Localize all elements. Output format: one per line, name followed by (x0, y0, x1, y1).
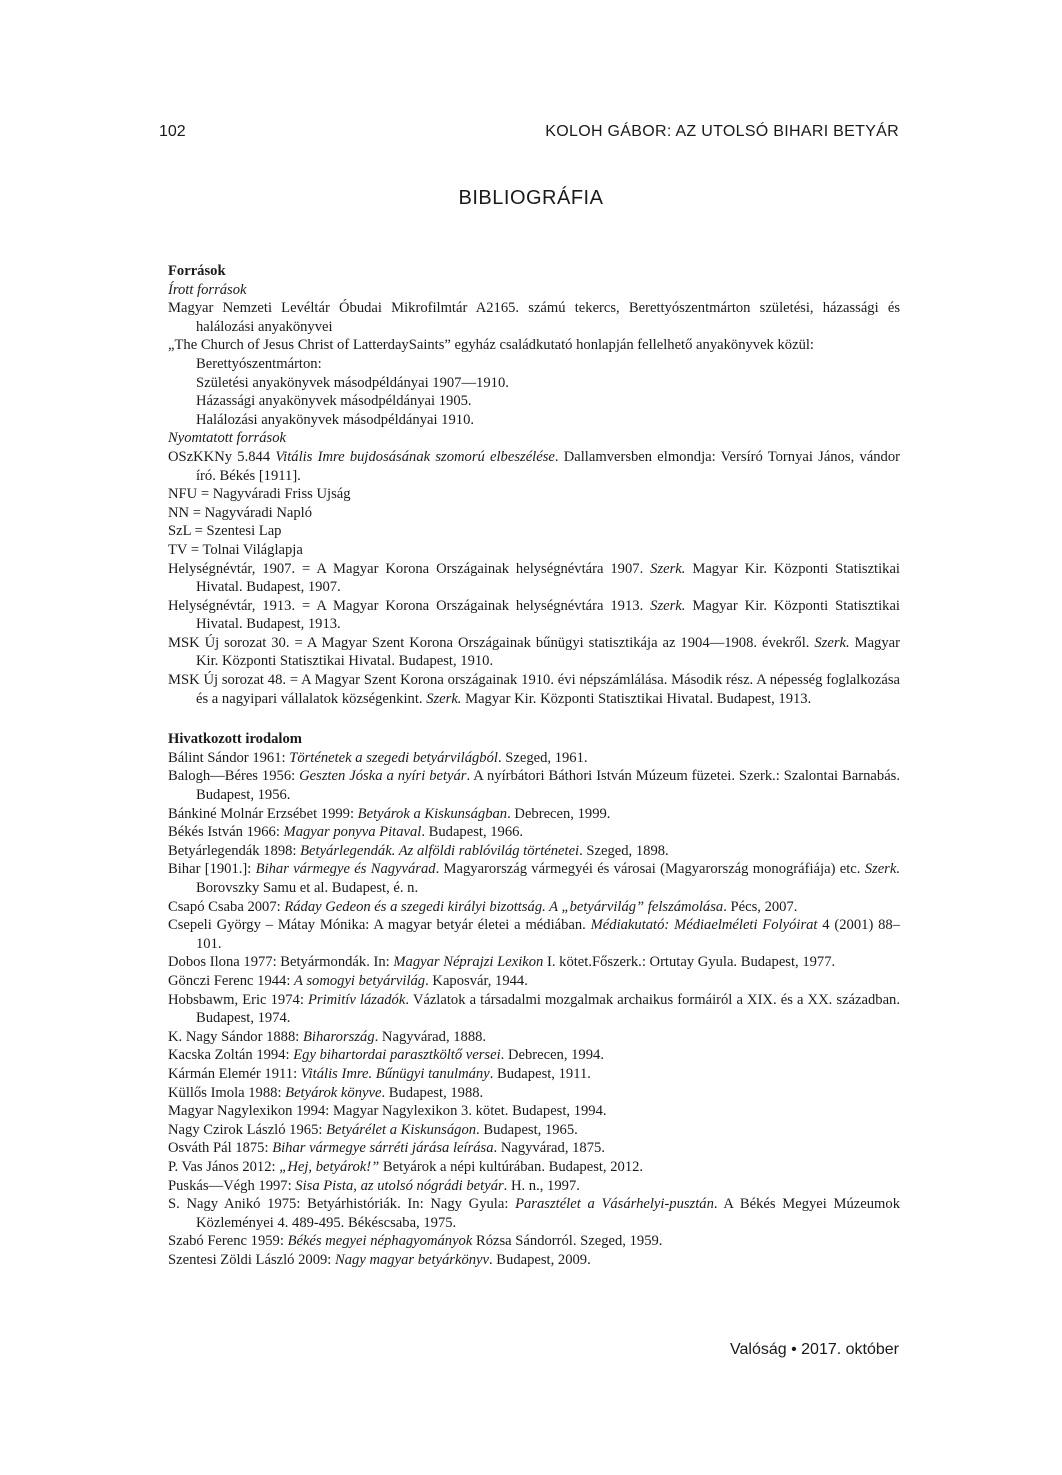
bib-entry-title: Szerk. (650, 560, 686, 577)
bib-entry-text: . Nagyvárad, 1875. (493, 1140, 605, 1157)
bib-entry-text: . A nyírbátori Báthori István Múzeum füzetei. Szerk.: Szalontai Barnabás. Budapest, 1956. (196, 768, 900, 804)
bib-entry-text: Betyárlegendák 1898: (168, 842, 301, 859)
bib-entry-text: . Magyarország vármegyéi és városai (Magyarország monográfiája) etc. (435, 861, 865, 878)
bib-entry-text: OSzKKNy 5.844 (168, 448, 276, 465)
bib-entry-text: Dobos Ilona 1977: Betyármondák. In: (168, 954, 394, 971)
bib-entry-text: . Vázlatok a társadalmi mozgalmak archaikus formáiról a XIX. és a XX. században. Budapest, 1974. (196, 991, 900, 1027)
bib-entry-text: Borovszky Samu et al. Budapest, é. n. (196, 880, 419, 896)
bib-entry-text: Bánkiné Molnár Erzsébet 1999: (168, 805, 358, 822)
bib-entry-title: Sisa Pista, az utolsó nógrádi betyár (295, 1177, 504, 1194)
bib-entry (168, 671, 900, 708)
bib-entry (168, 522, 900, 541)
bib-entry-text: Kacska Zoltán 1994: (168, 1047, 294, 1064)
bib-entry-text: Bálint Sándor 1961: (168, 749, 290, 766)
bib-entry-text: Csepeli György – Mátay Mónika: A magyar betyár életei a médiában. (168, 917, 591, 934)
bib-entry-text: Balogh—Béres 1956: (168, 768, 300, 785)
bib-entry-title: Vitális Imre. Bűnügyi tanulmány (300, 1065, 490, 1082)
page-title: BIBLIOGRÁFIA (458, 187, 604, 209)
bib-entry-title: Magyar ponyva Pitaval (283, 824, 422, 841)
bib-entry (168, 916, 900, 953)
bib-entry (168, 860, 900, 897)
bib-entry-text: Békés István 1966: (168, 824, 284, 841)
bib-entry-title: Szerk. (864, 861, 900, 878)
bib-entry (168, 1065, 900, 1084)
subsection-heading-written: Írott források (168, 281, 247, 298)
bib-entry-title: A somogyi betyárvilág (294, 972, 426, 989)
bib-entry-text: MSK Új sorozat 48. = A Magyar Szent Korona országainak 1910. évi népszámlálása. Második rész. A népesség foglalkozása és a nagyipari vállalatok községenkint. (168, 672, 900, 707)
bib-entry-text: Magyar Kir. Központi Statisztikai Hivatal. Budapest, 1913. (461, 690, 812, 707)
bib-entry (168, 953, 900, 972)
bib-entry-text: Nagy Czirok László 1965: (168, 1121, 327, 1138)
bib-entry-text: . H. n., 1997. (503, 1177, 580, 1194)
bib-entry (168, 560, 900, 597)
bib-entry-text: Szabó Ferenc 1959: (168, 1233, 288, 1250)
literature-list (168, 749, 900, 1270)
bib-entry-text: Küllős Imola 1988: (168, 1084, 286, 1101)
bib-entry-title: Betyárélet a Kiskunságon (326, 1121, 477, 1138)
bib-entry-text: NN = Nagyváradi Napló (168, 504, 312, 521)
bib-entry-title: Ráday Gedeon és a szegedi királyi bizottság. A „betyárvilág” felszámolása (284, 898, 724, 915)
bib-entry (168, 805, 900, 824)
bib-entry-text: TV = Tolnai Világlapja (168, 541, 303, 558)
bib-entry-title: Szerk. (650, 597, 686, 614)
bib-entry-text: Gönczi Ferenc 1944: (168, 972, 295, 989)
bib-entry-title: Egy bihartordai parasztköltő versei (293, 1047, 501, 1064)
bib-entry: Magyar Nemzeti Levéltár Óbudai Mikrofilmtár A2165. számú tekercs, Berettyószentmárton születési, házassági és halálozási anyakönyvei (168, 300, 900, 335)
bib-entry-title: Magyar Néprajzi Lexikon (393, 954, 544, 971)
bib-entry-text: Magyar Nagylexikon 1994: Magyar Nagylexikon 3. kötet. Budapest, 1994. (168, 1103, 607, 1120)
bib-entry-text: . Budapest, 2009. (489, 1251, 591, 1268)
bib-entry (168, 1084, 900, 1103)
subsection-heading-printed: Nyomtatott források (168, 430, 286, 447)
bib-entry (168, 448, 900, 485)
bib-entry (168, 823, 900, 842)
bib-entry-text: S. Nagy Anikó 1975: Betyárhistóriák. In: Nagy Gyula: (168, 1196, 516, 1213)
bib-entry-text: . Budapest, 1966. (421, 824, 524, 841)
bib-entry-text: . Dallamversben elmondja: Versíró Tornyai János, vándor író. Békés [1911]. (196, 448, 900, 484)
bib-entry (168, 842, 900, 861)
bib-entry-title: Betyárok könyve (285, 1084, 382, 1101)
bib-entry-text: SzL = Szentesi Lap (168, 523, 282, 540)
bib-entry-text: NFU = Nagyváradi Friss Ujság (168, 486, 351, 503)
bib-entry-text: Betyárok a népi kultúrában. Budapest, 2012. (379, 1158, 644, 1175)
bib-entry-text: . Debrecen, 1994. (500, 1047, 604, 1064)
bib-entry-text: Kármán Elemér 1911: (168, 1065, 301, 1082)
bib-entry-text: . Budapest, 1965. (476, 1121, 578, 1138)
bib-entry (168, 1139, 900, 1158)
bib-entry (168, 1251, 900, 1270)
bib-entry-text: . Debrecen, 1999. (507, 805, 611, 822)
section-heading-literature: Hivatkozott irodalom (168, 731, 302, 748)
bib-entry: „The Church of Jesus Christ of LatterdaySaints” egyház családkutató honlapján fellelhető anyakönyvek közül: (168, 337, 814, 354)
bib-entry-text: . Szeged, 1898. (579, 842, 669, 859)
bib-entry-title: Betyárlegendák. Az alföldi rablóvilág történetei (300, 842, 580, 859)
bib-entry-title: Békés megyei néphagyományok (287, 1233, 473, 1250)
section-heading-sources: Források (168, 263, 226, 279)
bib-entry-title: Történetek a szegedi betyárvilágból (289, 749, 498, 766)
bib-entry-text: Szentesi Zöldi László 2009: (168, 1251, 335, 1268)
bib-entry-title: Parasztélet a Vásárhelyi-pusztán (515, 1196, 714, 1213)
bib-entry-title: Bihar vármegye sárréti járása leírása (272, 1140, 494, 1157)
bib-entry (168, 1046, 900, 1065)
bib-entry-text: Osváth Pál 1875: (168, 1140, 273, 1157)
bib-entry (168, 1177, 900, 1196)
bib-entry (168, 1028, 900, 1047)
bib-entry-text: P. Vas János 2012: (168, 1158, 280, 1175)
written-sources-list (168, 299, 900, 429)
bib-entry-title: Biharország (302, 1028, 375, 1045)
bib-entry-text: Helységnévtár, 1907. = A Magyar Korona Országainak helységnévtára 1907. (168, 560, 651, 577)
bib-entry-text: Magyar Kir. Központi Statisztikai Hivatal. Budapest, 1910. (196, 634, 900, 670)
page-number: 102 (159, 123, 186, 140)
bib-entry-title: Médiakutató: Médiaelméleti Folyóirat (590, 917, 818, 934)
bib-entry-text: . A Békés Megyei Múzeumok Közleményei 4. 489-495. Békéscsaba, 1975. (196, 1196, 900, 1231)
bib-entry (168, 1158, 900, 1177)
bib-entry-text: . Kaposvár, 1944. (425, 972, 528, 989)
bib-entry (168, 972, 900, 991)
bib-entry (168, 1195, 900, 1232)
printed-sources-list (168, 448, 900, 708)
bib-entry-text: . Pécs, 2007. (723, 898, 798, 915)
bib-entry-title: Betyárok a Kiskunságban (357, 805, 508, 822)
bib-entry (168, 1102, 900, 1121)
bib-entry-title: „Hej, betyárok!” (279, 1158, 380, 1175)
bib-entry-text: Magyar Kir. Központi Statisztikai Hivatal. Budapest, 1907. (196, 560, 900, 596)
bib-entry-text: . Budapest, 1911. (489, 1065, 591, 1082)
bib-entry-text: Hobsbawm, Eric 1974: (168, 991, 308, 1008)
bib-entry-text: Puskás—Végh 1997: (168, 1177, 296, 1194)
bib-entry (168, 898, 900, 917)
bib-entry-title: Nagy magyar betyárkönyv (335, 1251, 489, 1268)
bib-subentry: Születési anyakönyvek másodpéldányai 1907—1910. (196, 374, 509, 391)
bib-entry (168, 597, 900, 634)
bib-entry-title: Primitív lázadók (307, 991, 406, 1008)
bib-entry-text: . Szeged, 1961. (497, 749, 588, 766)
bib-subentry: Házassági anyakönyvek másodpéldányai 1905. (196, 393, 472, 410)
bib-entry (168, 485, 900, 504)
bib-entry-text: K. Nagy Sándor 1888: (168, 1028, 303, 1045)
running-head: KOLOH GÁBOR: AZ UTOLSÓ BIHARI BETYÁR (545, 123, 899, 140)
bibliography-body (168, 262, 900, 1269)
footer-issue: Valóság • 2017. október (730, 1341, 899, 1358)
bib-entry-text: Helységnévtár, 1913. = A Magyar Korona Országainak helységnévtára 1913. (168, 597, 651, 614)
bib-entry-text: . Nagyvárad, 1888. (374, 1028, 487, 1045)
bib-entry-text: MSK Új sorozat 30. = A Magyar Szent Korona Országainak bűnügyi statisztikája az 1904—1908. évekről. (168, 634, 815, 651)
bib-entry (168, 504, 900, 523)
bib-entry-text: I. kötet.Főszerk.: Ortutay Gyula. Budapest, 1977. (543, 954, 836, 971)
bib-entry-text: 4 (2001) 88–101. (196, 917, 901, 952)
bib-entry-text: Magyar Kir. Központi Statisztikai Hivatal. Budapest, 1913. (196, 597, 900, 633)
bib-entry-text: Rózsa Sándorról. Szeged, 1959. (472, 1233, 663, 1250)
bib-entry (168, 1232, 900, 1251)
bib-entry-text: Csapó Csaba 2007: (168, 898, 285, 915)
bib-entry-title: Bihar vármegye és Nagyvárad (255, 861, 436, 878)
bib-entry-text: . Budapest, 1988. (381, 1084, 484, 1101)
bib-entry (168, 634, 900, 671)
bib-subentry: Halálozási anyakönyvek másodpéldányai 1910. (196, 411, 475, 428)
bib-entry-title: Vitális Imre bujdosásának szomorú elbeszélése (275, 448, 555, 465)
bib-entry-title: Szerk. (814, 634, 850, 651)
bib-entry (168, 749, 900, 768)
bib-entry (168, 541, 900, 560)
bib-entry (168, 1121, 900, 1140)
bib-entry-title: Geszten Jóska a nyíri betyár (299, 768, 467, 785)
section-gap (168, 708, 900, 730)
bib-entry (168, 991, 900, 1028)
bib-subentry: Berettyószentmárton: (196, 355, 322, 372)
bib-entry-title: Szerk. (426, 690, 462, 707)
bib-entry-text: Bihar [1901.]: (168, 861, 256, 878)
bib-entry (168, 767, 900, 804)
